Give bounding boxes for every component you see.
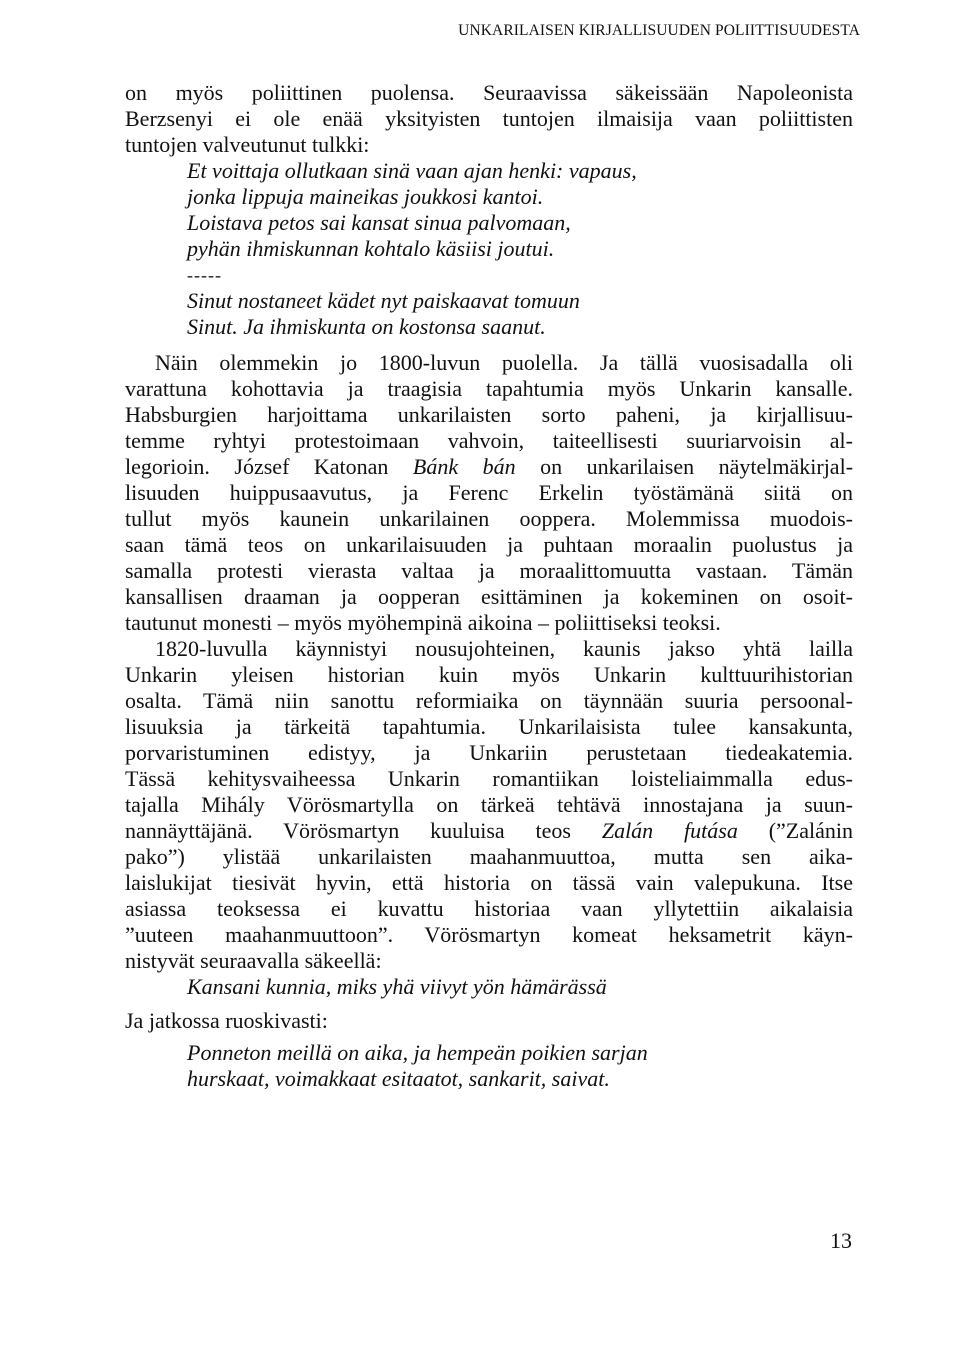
para2-line-10: laislukijat tiesivät hyvin, että historia on tässä vain valepukuna. Itse [125,870,853,895]
para2-line-11: asiassa teoksessa ei kuvattu historiaa vaan yllytettiin aikalaisia [125,896,853,921]
para1-line-10: kansallisen draaman ja oopperan esittäminen ja kokeminen on osoit- [125,584,853,609]
poem-line-4: pyhän ihmiskunnan kohtalo käsiisi joutui. [187,236,555,261]
quote-hexameter-1: Kansani kunnia, miks yhä viivyt yön hämärässä [187,974,607,999]
running-head: UNKARILAISEN KIRJALLISUUDEN POLIITTISUUDESTA [458,22,860,39]
para2-line-2: Unkarin yleisen historian kuin myös Unkarin kulttuurihistorian [125,662,853,687]
quote2-line-1: Ponneton meillä on aika, ja hempeän poikien sarjan [187,1040,648,1065]
para1-line-11: tautunut monesti – myös myöhempinä aikoina – poliittiseksi teoksi. [125,610,721,635]
para2-line-3: osalta. Tämä niin sanottu reformiaika on täynnään suuria persoonal- [125,688,853,713]
para2-line-6: Tässä kehitysvaiheessa Unkarin romantiikan loisteliaimmalla edus- [125,766,853,791]
para2-line-7: tajalla Mihály Vörösmartylla on tärkeä tehtävä innostajana ja suun- [125,792,853,817]
para1-line-2: varattuna kohottavia ja traagisia tapahtumia myös Unkarin kansalle. [125,376,853,401]
para1-line-5 [125,454,853,480]
para1-line-7: tullut myös kaunein unkarilainen ooppera. Molemmissa muodois- [125,506,853,531]
para1-line-6: lisuuden huippusaavutus, ja Ferenc Erkelin työstämänä siitä on [125,480,853,505]
poem-line-3: Loistava petos sai kansat sinua palvomaan, [187,210,571,235]
page-number: 13 [830,1228,852,1253]
transition-text: Ja jatkossa ruoskivasti: [125,1008,328,1033]
quote2-line-2: hurskaat, voimakkaat esitaatot, sankarit, saivat. [187,1066,610,1091]
paragraph-reform-era [125,636,853,974]
para2-line-4: lisuuksia ja tärkeitä tapahtumia. Unkarilaisista tulee kansakunta, [125,714,853,739]
poem-line-5: Sinut nostaneet kädet nyt paiskaavat tomuun [187,288,580,313]
quote-hexameter-2 [125,1040,853,1092]
para1-line-5-b: on unkarilaisen näytelmäkirjal- [540,454,854,479]
poem-line-2: jonka lippuja maineikas joukkosi kantoi. [187,184,544,209]
poem-line-1: Et voittaja ollutkaan sinä vaan ajan henki: vapaus, [187,158,637,183]
para1-line-1: Näin olemmekin jo 1800-luvun puolella. Ja tällä vuosisadalla oli [155,350,853,375]
para2-line-8 [125,818,853,844]
poem-line-6: Sinut. Ja ihmiskunta on kostonsa saanut. [187,314,546,339]
intro-line-1: on myös poliittinen puolensa. Seuraavissa säkeissään Napoleonista [125,80,853,105]
intro-line-3: tuntojen valveutunut tulkki: [125,132,370,157]
work-title-bank-ban: Bánk bán [412,454,516,479]
para2-line-13: nistyvät seuraavalla säkeellä: [125,948,382,973]
poem-omission-mark: ----- [187,265,222,285]
paragraph-1800s [125,350,853,636]
para2-line-8-b: (”Zalánin [768,818,854,843]
para1-line-9: samalla protesti vierasta valtaa ja moraalittomuutta vastaan. Tämän [125,558,853,583]
para1-line-3: Habsburgien harjoittama unkarilaisten sorto paheni, ja kirjallisuu- [125,402,853,427]
work-title-zalan-futasa: Zalán futása [601,818,738,843]
para2-line-1: 1820-luvulla käynnistyi nousujohteinen, kaunis jakso yhtä lailla [155,636,853,661]
para2-line-12: ”uuteen maahanmuuttoon”. Vörösmartyn komeat heksametrit käyn- [125,922,853,947]
para1-line-8: saan tämä teos on unkarilaisuuden ja puhtaan moraalin puolustus ja [125,532,853,557]
para2-line-9: pako”) ylistää unkarilaisten maahanmuuttoa, mutta sen aika- [125,844,853,869]
para1-line-4: temme ryhtyi protestoimaan vahvoin, taiteellisesti suuriarvoisin al- [125,428,853,453]
intro-line-2: Berzsenyi ei ole enää yksityisten tuntojen ilmaisija vaan poliittisten [125,106,853,131]
para2-line-5: porvaristuminen edistyy, ja Unkariin perustetaan tiedeakatemia. [125,740,853,765]
para1-line-5-a: legorioin. József Katonan [125,454,413,479]
para2-line-8-a: nannäyttäjänä. Vörösmartyn kuuluisa teos [125,818,602,843]
body-text [125,80,853,1092]
poem-napoleon [125,158,853,340]
